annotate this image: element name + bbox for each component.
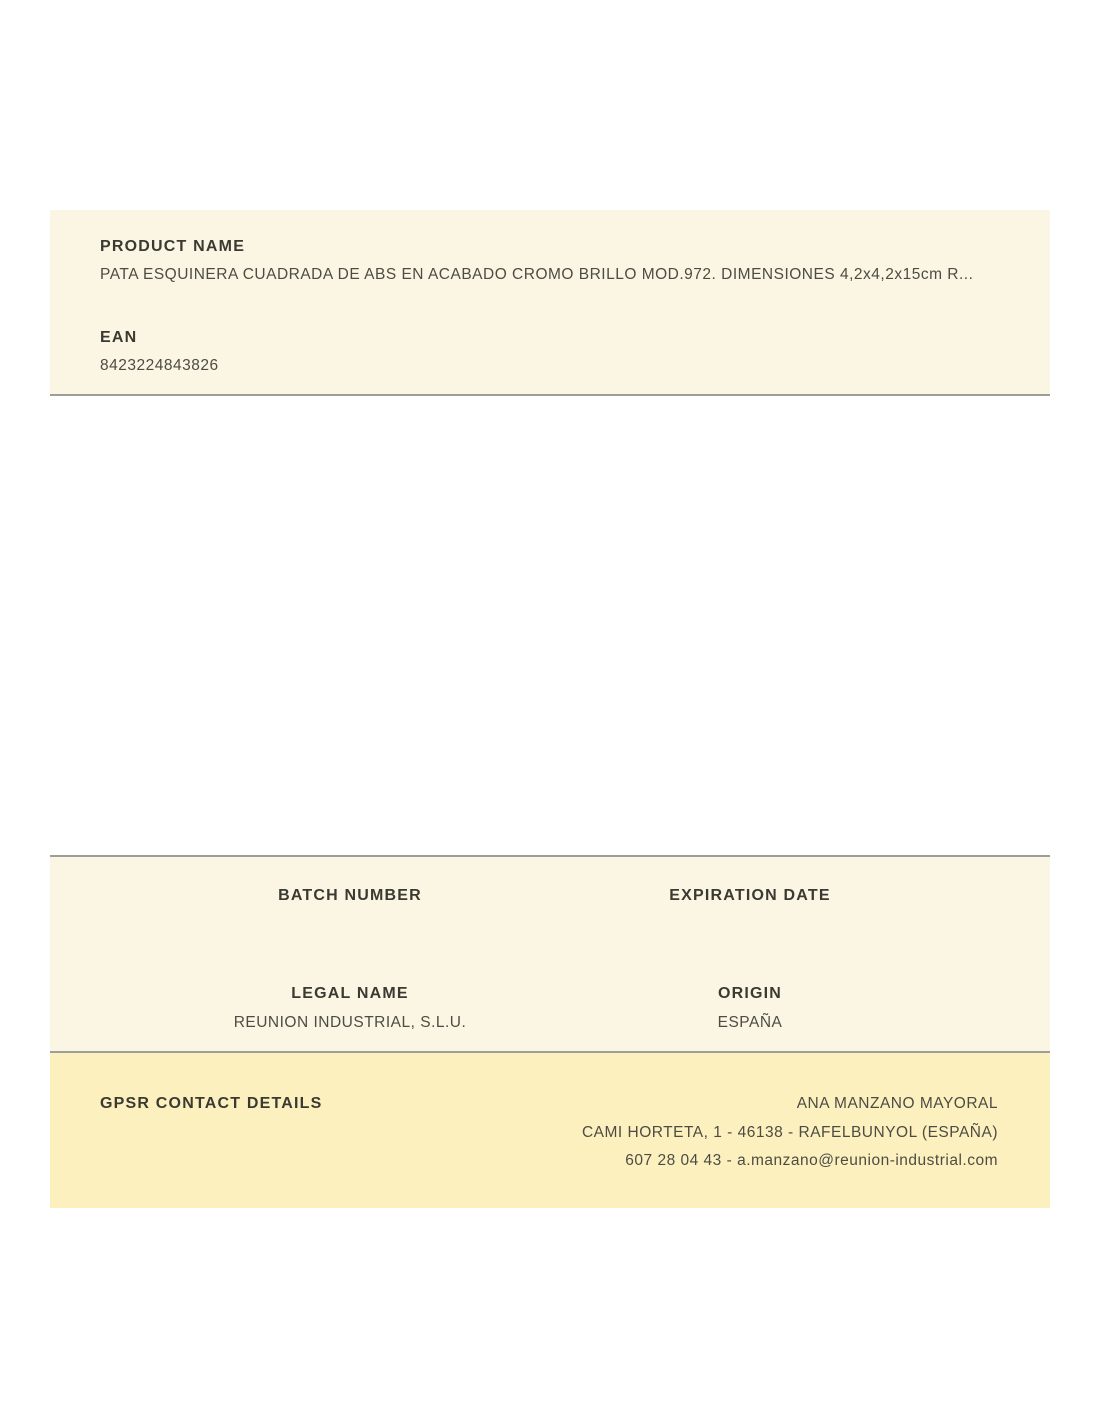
legal-name-label: LEGAL NAME: [291, 985, 409, 1002]
gpsr-contact-name: ANA MANZANO MAYORAL: [796, 1095, 998, 1112]
ean-label: EAN: [100, 329, 138, 346]
legal-name-value: REUNION INDUSTRIAL, S.L.U.: [233, 1014, 467, 1031]
origin-label: ORIGIN: [717, 985, 783, 1002]
ean-value: 8423224843826: [100, 357, 219, 374]
batch-number-cell: [150, 886, 550, 915]
legal-origin-row: [150, 984, 950, 1033]
gpsr-contact-block: [582, 1090, 998, 1176]
gpsr-contact-label: GPSR CONTACT DETAILS: [100, 1095, 323, 1112]
origin-cell: [550, 984, 950, 1033]
gpsr-contact-section: [50, 1053, 1050, 1208]
gpsr-contact-address: CAMI HORTETA, 1 - 46138 - RAFELBUNYOL (ESPAÑA): [581, 1123, 998, 1141]
gpsr-contact-phone-email: 607 28 04 43 - a.manzano@reunion-industrial.com: [625, 1152, 998, 1169]
product-section: [50, 210, 1050, 396]
expiration-date-label: EXPIRATION DATE: [669, 887, 831, 904]
product-name-value: PATA ESQUINERA CUADRADA DE ABS EN ACABADO CROMO BRILLO MOD.972. DIMENSIONES 4,2x4,2x15cm R...: [100, 266, 974, 283]
batch-info-section: [50, 855, 1050, 1053]
product-name-label: PRODUCT NAME: [100, 238, 246, 255]
product-name-field: [100, 237, 1000, 285]
batch-number-label: BATCH NUMBER: [278, 887, 422, 904]
batch-expiration-row: [150, 886, 950, 915]
origin-value: ESPAÑA: [717, 1014, 783, 1031]
ean-field: [100, 328, 1000, 376]
legal-name-cell: [150, 984, 550, 1033]
expiration-date-cell: [550, 886, 950, 915]
